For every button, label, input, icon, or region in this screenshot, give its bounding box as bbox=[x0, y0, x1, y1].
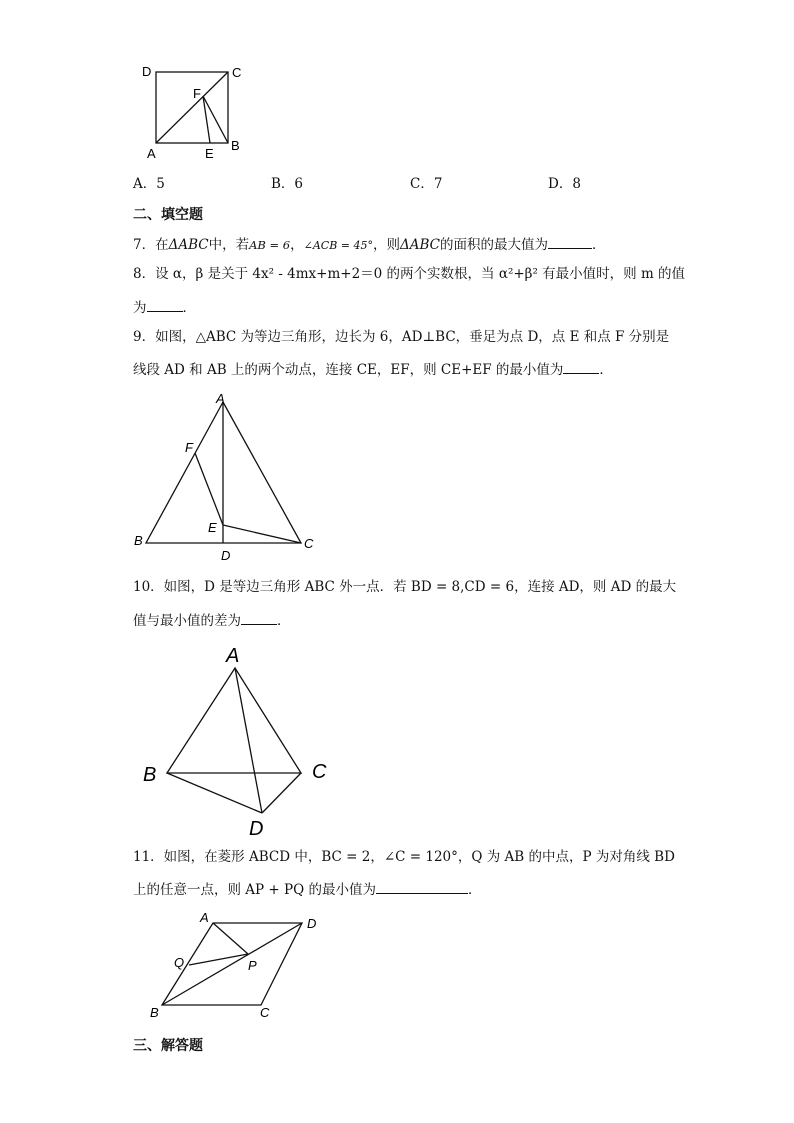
figure-q9-triangle bbox=[128, 390, 328, 565]
question-10-line-2 bbox=[133, 610, 291, 630]
label-e: E bbox=[205, 146, 214, 161]
q11-text: 上的任意一点，则 AP + PQ 的最小值为 bbox=[133, 882, 376, 898]
label-c: C bbox=[304, 536, 314, 551]
label-f: F bbox=[185, 440, 193, 455]
q9-text: 线段 AD 和 AB 上的两个动点，连接 CE，EF，则 CE+EF 的最小值为 bbox=[133, 362, 564, 378]
q7-text: 中，若 bbox=[208, 237, 250, 253]
triangle-abc bbox=[167, 668, 301, 773]
q10-text: 值与最小值的差为 bbox=[133, 613, 241, 629]
question-8-line-2 bbox=[133, 297, 196, 317]
option-d[interactable]: D．8 bbox=[548, 176, 581, 192]
q9-answer-blank[interactable] bbox=[563, 359, 599, 374]
label-q: Q bbox=[174, 955, 185, 970]
question-8-line-1: 8．设 α，β 是关于 4x² - 4mx+m+2＝0 的两个实数根，当 α²+β² 有最小值时，则 m 的值 bbox=[133, 266, 686, 282]
q7-text-2: ，则 bbox=[373, 237, 400, 253]
figure-q11-rhombus bbox=[140, 905, 330, 1025]
label-p: P bbox=[248, 958, 257, 973]
question-9-line-2 bbox=[133, 359, 613, 379]
q7-condition-ab: AB = 6 bbox=[249, 238, 291, 252]
q9-end: ． bbox=[599, 362, 613, 378]
figure-square bbox=[138, 60, 248, 165]
label-b: B bbox=[231, 138, 240, 153]
q7-triangle-2: ΔABC bbox=[400, 237, 440, 253]
label-a: A bbox=[147, 146, 156, 161]
q8-answer-blank[interactable] bbox=[147, 297, 183, 312]
q8-end: ． bbox=[182, 300, 196, 316]
segment-ec bbox=[223, 525, 301, 543]
section-title-solve: 三、解答题 bbox=[133, 1038, 203, 1054]
label-e: E bbox=[208, 520, 217, 535]
q11-end: ． bbox=[467, 882, 482, 898]
label-f: F bbox=[193, 86, 201, 101]
segment-bd bbox=[167, 773, 262, 813]
section-title-fill: 二、填空题 bbox=[133, 207, 203, 223]
option-a[interactable]: A．5 bbox=[133, 176, 165, 192]
option-c[interactable]: C．7 bbox=[410, 176, 443, 192]
q11-answer-blank[interactable] bbox=[376, 879, 468, 894]
label-b: B bbox=[134, 533, 143, 548]
q7-prefix: 7．在 bbox=[133, 237, 169, 253]
q10-end: ． bbox=[277, 613, 291, 629]
segment-ap bbox=[213, 923, 248, 954]
label-c: C bbox=[312, 761, 327, 783]
label-a: A bbox=[226, 645, 240, 667]
label-a: A bbox=[200, 910, 209, 925]
q8-text: 为 bbox=[133, 300, 147, 316]
label-b: B bbox=[150, 1005, 159, 1020]
question-9-line-1: 9．如图，△ABC 为等边三角形，边长为 6，AD⊥BC，垂足为点 D，点 E 和点 F 分别是 bbox=[133, 329, 670, 345]
label-d: D bbox=[142, 64, 152, 79]
option-b[interactable]: B．6 bbox=[271, 176, 304, 192]
label-d: D bbox=[221, 548, 231, 563]
q10-answer-blank[interactable] bbox=[241, 610, 277, 625]
label-d: D bbox=[249, 818, 264, 840]
label-a: A bbox=[216, 391, 225, 406]
label-d: D bbox=[307, 916, 317, 931]
segment-cd bbox=[262, 773, 301, 813]
figure-q10-triangle bbox=[138, 640, 338, 840]
label-c: C bbox=[260, 1005, 270, 1020]
question-11-line-2 bbox=[133, 879, 481, 899]
q7-comma: ， bbox=[290, 237, 304, 253]
q7-end: ． bbox=[592, 237, 606, 253]
diagonal-ac bbox=[156, 72, 228, 143]
q7-condition-angle: ∠ACB = 45° bbox=[303, 239, 373, 252]
question-10-line-1: 10．如图，D 是等边三角形 ABC 外一点．若 BD = 8,CD = 6，连接 AD，则 AD 的最大 bbox=[133, 579, 677, 595]
q7-triangle: ΔABC bbox=[168, 237, 209, 253]
label-c: C bbox=[232, 65, 242, 80]
question-11-line-1: 11．如图，在菱形 ABCD 中，BC = 2，∠C = 120°，Q 为 AB 的中点，P 为对角线 BD bbox=[133, 849, 675, 865]
q7-question: 的面积的最大值为 bbox=[440, 237, 548, 253]
question-7 bbox=[133, 234, 606, 255]
label-b: B bbox=[143, 764, 157, 786]
q7-answer-blank[interactable] bbox=[548, 234, 592, 249]
segment-fe bbox=[195, 453, 223, 525]
